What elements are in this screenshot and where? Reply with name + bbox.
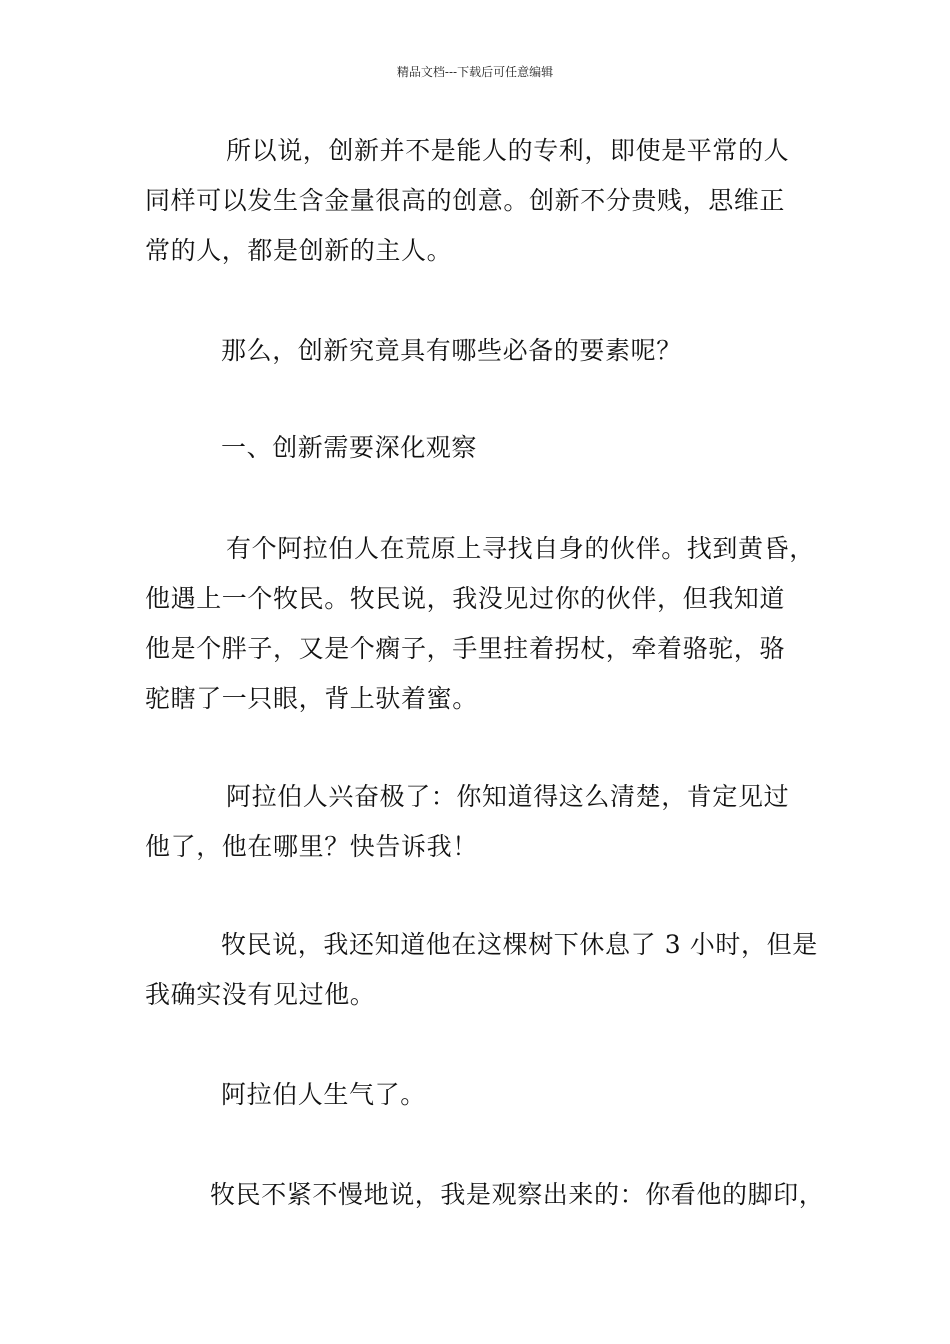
paragraph-line: 同样可以发生含金量很高的创意。创新不分贵贱，思维正: [145, 186, 786, 215]
body-paragraph: [221, 326, 682, 376]
body-paragraph: [145, 920, 818, 1020]
body-paragraph: [145, 126, 789, 276]
paragraph-line: 驼瞎了一只眼，背上驮着蜜。: [145, 684, 478, 713]
page-header: 精品文档---下载后可任意编辑: [396, 65, 554, 79]
paragraph-line: 阿拉伯人兴奋极了：你知道得这么清楚，肯定见过: [226, 782, 790, 811]
paragraph-line: 所以说，创新并不是能人的专利，即使是平常的人: [226, 136, 790, 165]
paragraph-line: 他遇上一个牧民。牧民说，我没见过你的伙伴，但我知道: [145, 584, 786, 613]
body-paragraph: [221, 1070, 426, 1120]
paragraph-line: 一、创新需要深化观察: [221, 433, 478, 462]
paragraph-line: 他了，他在哪里？快告诉我！: [145, 832, 478, 861]
body-paragraph: [210, 1170, 824, 1220]
section-heading: [221, 423, 477, 473]
body-paragraph: [145, 524, 815, 724]
paragraph-line: 他是个胖子，又是个瘸子，手里拄着拐杖，牵着骆驼，骆: [145, 634, 786, 663]
paragraph-line: 阿拉伯人生气了。: [221, 1080, 426, 1109]
paragraph-line: 牧民不紧不慢地说，我是观察出来的：你看他的脚印，: [210, 1180, 825, 1209]
body-paragraph: [145, 772, 789, 872]
paragraph-line: 那么，创新究竟具有哪些必备的要素呢？: [221, 336, 682, 365]
paragraph-line: 有个阿拉伯人在荒原上寻找自身的伙伴。找到黄昏，: [226, 534, 815, 563]
paragraph-line: 牧民说，我还知道他在这棵树下休息了 3 小时，但是: [221, 930, 818, 959]
paragraph-line: 常的人，都是创新的主人。: [145, 236, 453, 265]
paragraph-line: 我确实没有见过他。: [145, 980, 376, 1009]
